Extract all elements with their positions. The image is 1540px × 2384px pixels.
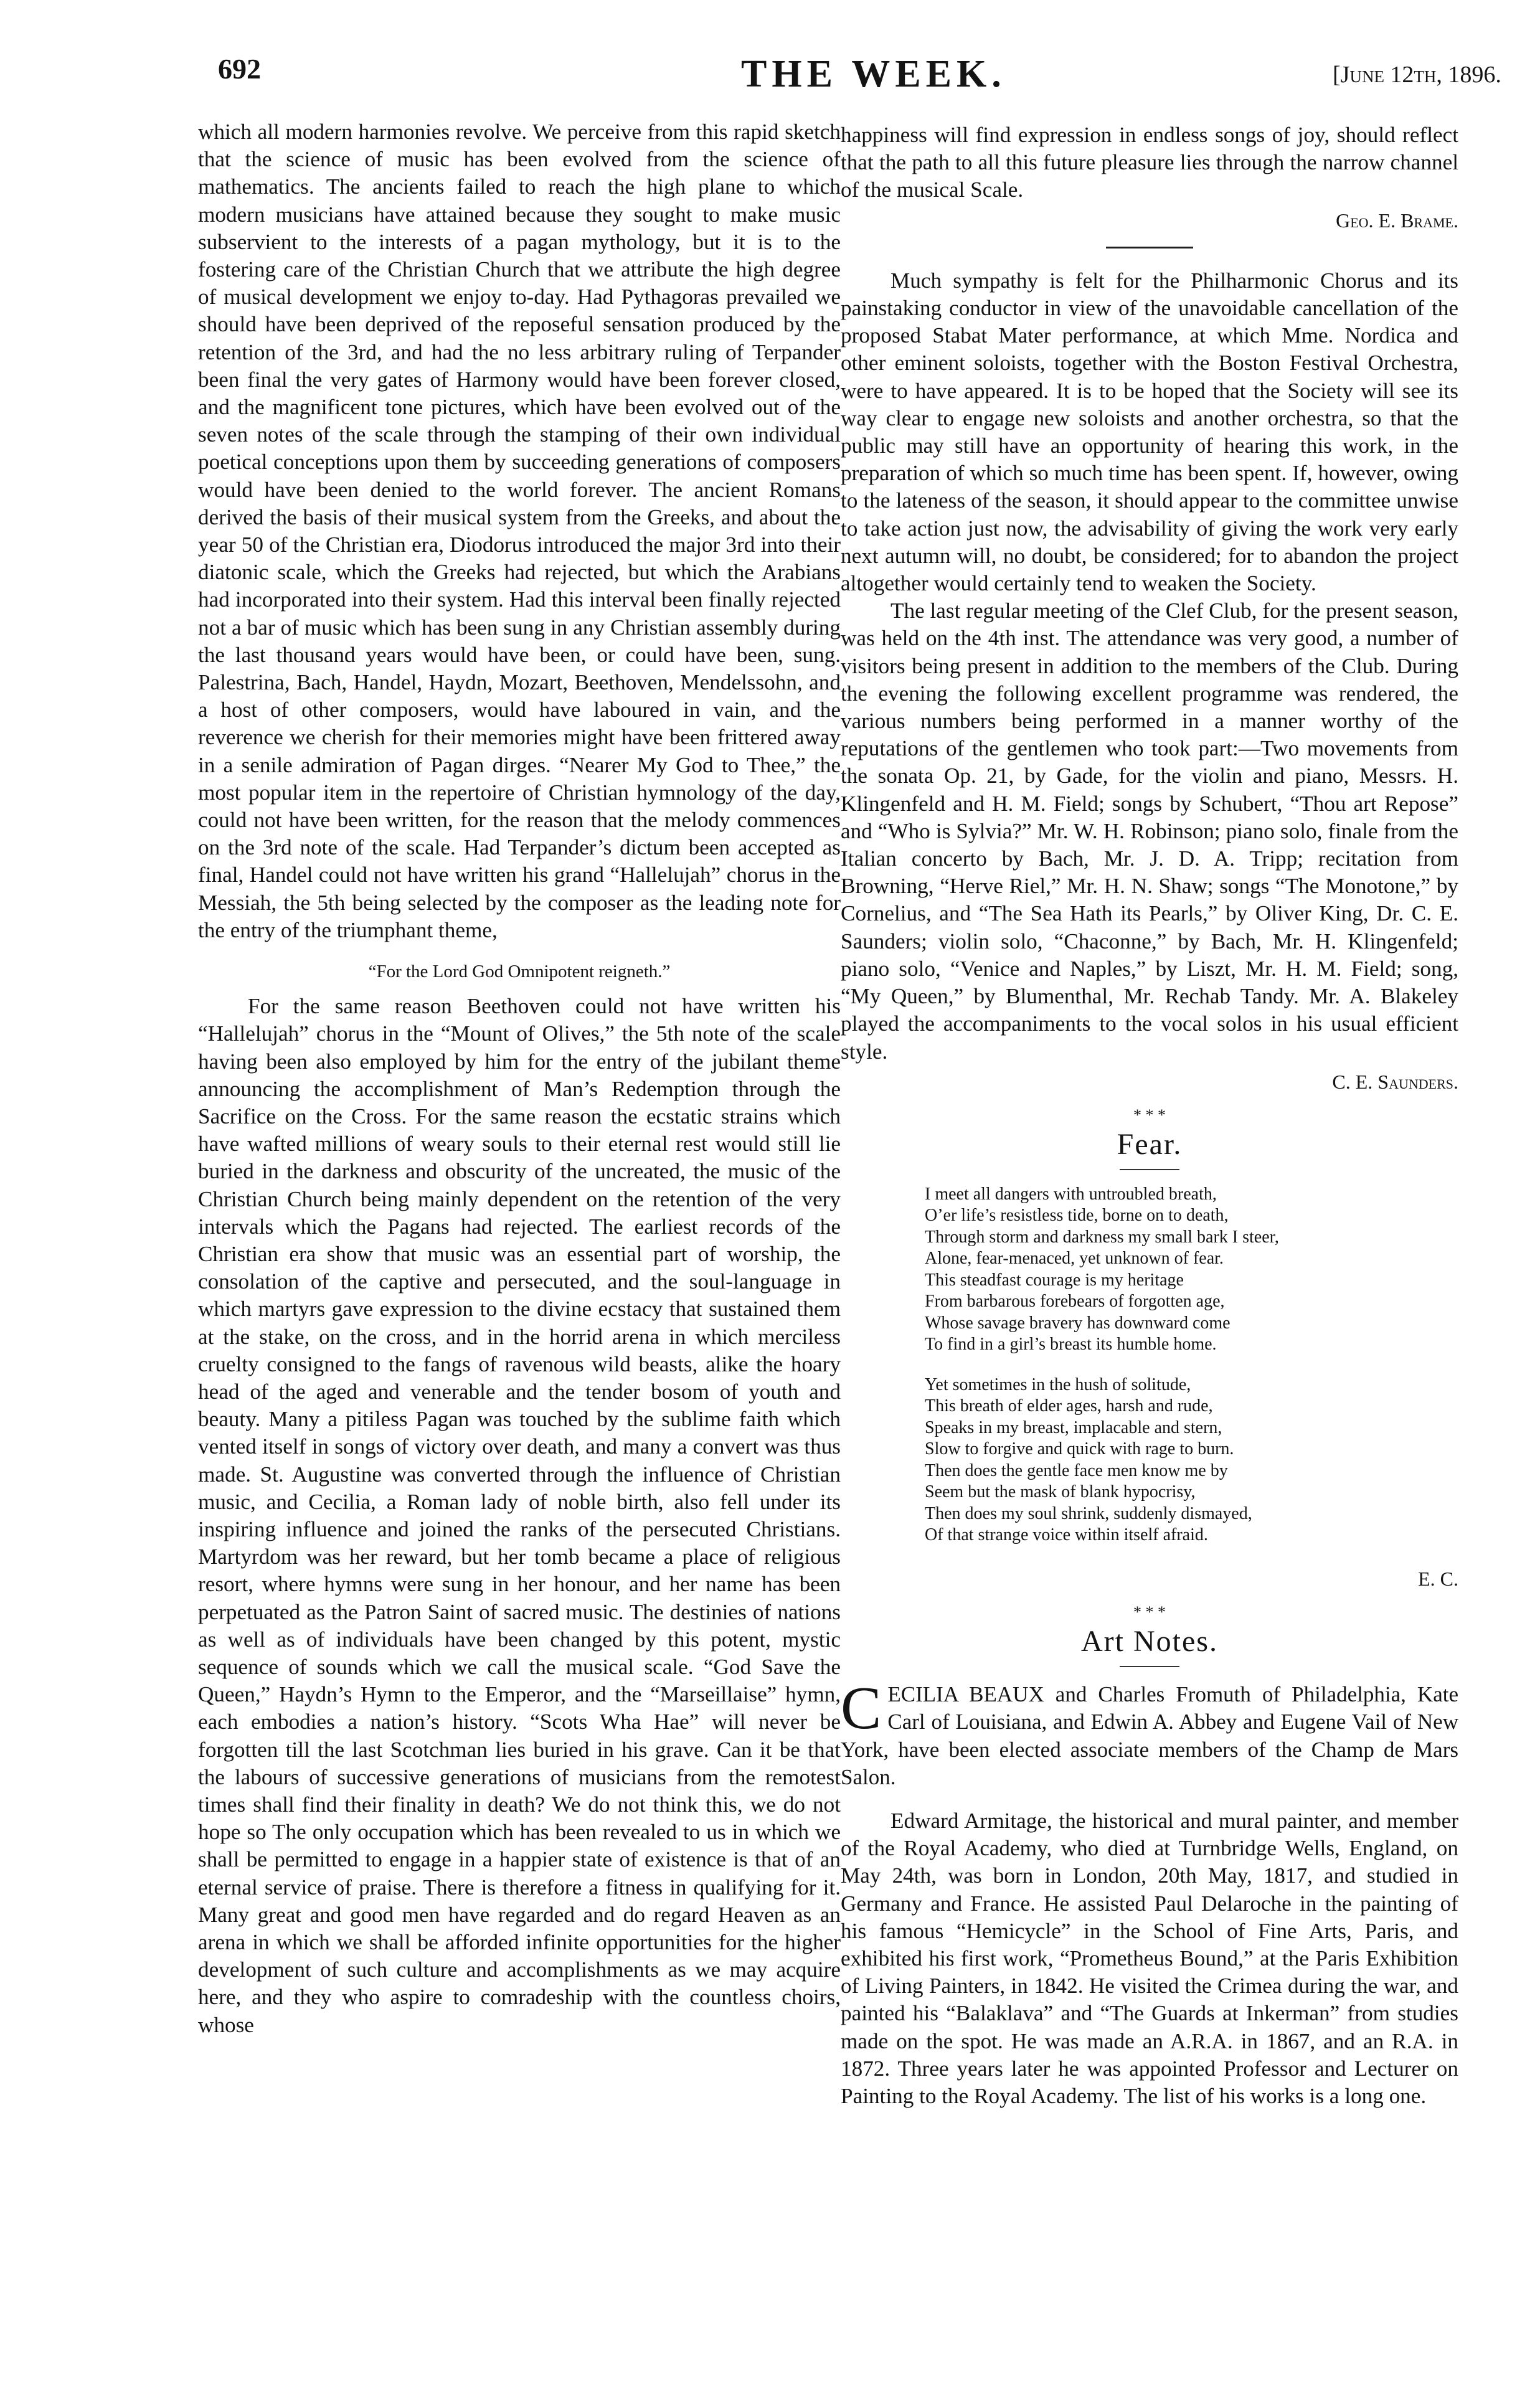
poem-line: This steadfast courage is my heritage xyxy=(925,1270,1184,1290)
issue-date: [June 12th, 1896. xyxy=(1333,62,1501,88)
art-notes-paragraph-1: CECILIA BEAUX and Charles Fromuth of Philadelphia, Kate Carl of Louisiana, and Edwin A. Abbey and Eugene Vail of New York, have been elected associate members of the Champ de Mars Salon. xyxy=(841,1675,1458,1789)
poem-line: I meet all dangers with untroubled breath, xyxy=(925,1184,1217,1204)
poem-stanza-2 xyxy=(925,1374,1458,1546)
poem-line: Slow to forgive and quick with rage to burn. xyxy=(925,1439,1234,1459)
poem-line: Through storm and darkness my small bark I steer, xyxy=(925,1227,1279,1247)
section-stars-1: * * * xyxy=(1133,1105,1166,1124)
music-essay-paragraph-2: For the same reason Beethoven could not have written his “Hallelujah” chorus in the “Mount of Olives,” the 5th note of the scale having been also employed by him for the entry of the jubilant theme announcing the accomplishment of Man’s Redemption through the Sacrifice on the Cross. For the same reason the ecstatic strains which have wafted millions of weary souls to their eternal rest would still lie buried in the darkness and obscurity of the uncreated, the music of the Christian Church being mainly dependent on the retention of the very intervals which the Pagans had rejected. The earliest records of the Christian era show that music was an essential part of worship, the consolation of the captive and persecuted, and the soul-language in which martyrs gave expression to the divine ecstacy that sustained them at the stake, on the cross, and in the horrid arena in which merciless cruelty consigned to the fangs of ravenous wild beasts, alike the hoary head of the aged and venerable and the tender bosom of youth and beauty. Many a pitiless Pagan was touched by the sublime faith which vented itself in songs of victory over death, and many a convert was thus made. St. Augustine was converted through the influence of Christian music, and Cecilia, a Roman lady of noble birth, also fell under its inspiring influence and joined the ranks of the persecuted Christians. Martyrdom was her reward, but her tomb became a place of religious resort, where hymns were sung in her honour, and her name has been perpetuated as the Patron Saint of sacred music. The destinies of nations as well as of individuals have been changed by this potent, mystic sequence of sounds which we call the musical scale. “God Save the Queen,” Haydn’s Hymn to the Emperor, and the “Marseillaise” hymn, each embodies a nation’s history. “Scots Wha Hae” will never be forgotten till the last Scotchman lies buried in his grave. Can it be that the labours of successive generations of musicians from the remotest times shall find their finality in death? We do not think this, we do not hope so The only occupation which has been revealed to us in which we shall be permitted to engage in a happier state of existence is that of an eternal service of praise. There is therefore a fitness in qualifying for it. Many great and good men have regarded and do regard Heaven as an arena in which we shall be afforded infinite opportunities for the higher development of such culture and accomplishments as we may acquire here, and they who aspire to comradeship with the countless choirs, whose xyxy=(198,994,841,2037)
poem-line: From barbarous forebears of forgotten age, xyxy=(925,1292,1225,1312)
clef-club-signature: C. E. Saunders. xyxy=(1332,1070,1458,1093)
poem-line: Alone, fear-menaced, yet unknown of fear. xyxy=(925,1249,1224,1269)
art-notes-title: Art Notes. xyxy=(1081,1625,1218,1658)
paragraph-gap xyxy=(841,1791,1458,1807)
poem-line: Seem but the mask of blank hypocrisy, xyxy=(925,1482,1196,1502)
art-notes-title-rule xyxy=(1120,1666,1179,1667)
art-notes-paragraph-2: Edward Armitage, the historical and mural painter, and member of the Royal Academy, who died at Turnbridge Wells, England, on May 24th, was born in London, 20th May, 1817, and studied in Germany and France. He assisted Paul Delaroche in the painting of his famous “Hemicycle” in the School of Fine Arts, Paris, and exhibited his first work, “Prometheus Bound,” at the Paris Exhibition of Living Painters, in 1842. He visited the Crimea during the war, and painted his “Balaklava” and “The Guards at Inkerman” from studies made on the spot. He was made an A.R.A. in 1867, and an R.A. in 1872. Three years later he was appointed Professor and Lecturer on Painting to the Royal Academy. The list of his works is a long one. xyxy=(841,1808,1458,2108)
poem-line: This breath of elder ages, harsh and rude, xyxy=(925,1396,1213,1416)
essay-signature: Geo. E. Brame. xyxy=(1336,209,1458,232)
poem-title: Fear. xyxy=(1117,1127,1183,1161)
poem-line: Then does the gentle face men know me by xyxy=(925,1460,1228,1480)
music-essay-conclusion: happiness will find expression in endless songs of joy, should reflect that the path to all this future pleasure lies through the narrow channel of the musical Scale. xyxy=(841,123,1458,202)
poem-stanza-1 xyxy=(925,1184,1458,1356)
music-essay-paragraph-1: which all modern harmonies revolve. We perceive from this rapid sketch that the science of music has been evolved from the science of mathematics. The ancients failed to reach the high plane to which modern musicians have attained because they sought to make music subservient to the interests of a pagan mythology, but it is to the fostering care of the Christian Church that we attribute the high degree of musical development we enjoy to-day. Had Pythagoras prevailed we should have been deprived of the reposeful sensation produced by the retention of the 3rd, and had the no less arbitrary ruling of Terpander been final the very gates of Harmony would have been forever closed, and the magnificent tone pictures, which have been evolved out of the seven notes of the scale through the stamping of their own individual poetical conceptions upon them by succeeding generations of composers would have been denied to the world forever. The ancient Romans derived the basis of their musical system from the Greeks, and about the year 50 of the Christian era, Diodorus introduced the major 3rd into their diatonic scale, which the Greeks had rejected, but which the Arabians had incorporated into their system. Had this interval been finally rejected not a bar of music which has been sung in any Christian assembly during the last thousand years would have been, or could have been, sung. Palestrina, Bach, Handel, Haydn, Mozart, Beethoven, Mendelssohn, and a host of other composers, would have laboured in vain, and the reverence we cherish for their memories might have been frittered away in a senile admiration of Pagan dirges. “Nearer My God to Thee,” the most popular item in the repertoire of Christian hymnology of the day, could not have been written, for the reason that the melody commences on the 3rd note of the scale. Had Terpander’s dictum been accepted as final, Handel could not have written his grand “Hallelujah” chorus in the Messiah, the 5th being selected by the composer as the leading note for the entry of the triumphant theme, xyxy=(198,120,841,942)
masthead-title: THE WEEK. xyxy=(741,53,1006,95)
philharmonic-paragraph: Much sympathy is felt for the Philharmonic Chorus and its painstaking conductor in view of the unavoidable cancellation of the proposed Stabat Mater performance, at which Mme. Nordica and other eminent soloists, together with the Boston Festival Orchestra, were to have appeared. It is to be hoped that the Society will see its way clear to engage new soloists and another orchestra, so that the public may still have an opportunity of hearing this work, in the preparation of which so much time has been spent. If, however, owing to the lateness of the season, it should appear to the committee unwise to take action just now, the advisability of giving the work very early next autumn will, no doubt, be considered; for to abandon the project altogether would certainly tend to weaken the Society. xyxy=(841,268,1458,596)
poem-title-rule xyxy=(1120,1169,1179,1170)
poem-line: To find in a girl’s breast its humble home. xyxy=(925,1335,1217,1355)
poem-signature: E. C. xyxy=(1418,1567,1458,1590)
clef-club-paragraph: The last regular meeting of the Clef Club, for the present season, was held on the 4th inst. The attendance was very good, a number of visitors being present in addition to the members of the Club. During the evening the following excellent programme was rendered, the various numbers being performed in a manner worthy of the reputations of the gentlemen who took part:—Two movements from the sonata Op. 21, by Gade, for the violin and piano, Messrs. H. Klingenfeld and H. M. Field; songs by Schubert, “Thou art Repose” and “Who is Sylvia?” Mr. W. H. Robinson; piano solo, finale from the Italian concerto by Bach, Mr. J. D. A. Tripp; recitation from Browning, “Herve Riel,” Mr. H. N. Shaw; songs “The Monotone,” by Cornelius, and “The Sea Hath its Pearls,” by Oliver King, Dr. C. E. Saunders; violin solo, “Chaconne,” by Bach, Mr. H. Klingenfeld; piano solo, “Venice and Naples,” by Liszt, Mr. H. M. Field; song, “My Queen,” by Blumenthal, Mr. Rechab Tandy. Mr. A. Blakeley played the accompaniments to the vocal solos in his usual efficient style. xyxy=(841,598,1458,1064)
poem-line: Yet sometimes in the hush of solitude, xyxy=(925,1374,1191,1394)
poem-line: Whose savage bravery has downward come xyxy=(925,1313,1231,1333)
poem-line: Then does my soul shrink, suddenly dismayed, xyxy=(925,1503,1252,1523)
page-number: 692 xyxy=(218,53,261,85)
left-column xyxy=(198,118,841,2039)
poem-fear xyxy=(925,1184,1458,1546)
section-stars-2: * * * xyxy=(1133,1603,1166,1622)
hallelujah-quote: “For the Lord God Omnipotent reigneth.” xyxy=(368,962,671,982)
section-divider xyxy=(1106,247,1193,248)
right-column xyxy=(841,121,1458,2110)
poem-line: O’er life’s resistless tide, borne on to death, xyxy=(925,1206,1229,1226)
poem-line: Of that strange voice within itself afraid. xyxy=(925,1525,1208,1545)
poem-line: Speaks in my breast, implacable and stern, xyxy=(925,1417,1222,1437)
